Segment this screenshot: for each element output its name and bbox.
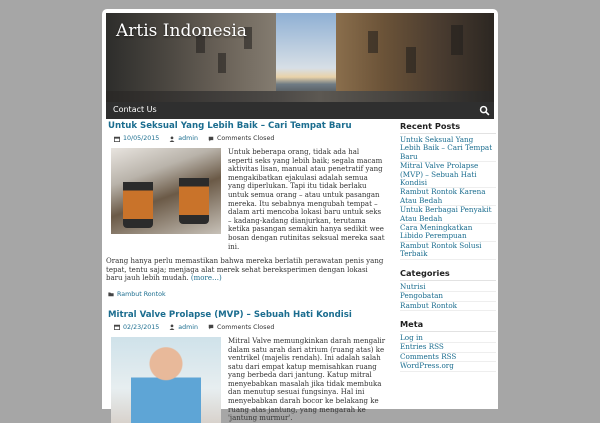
banner-sky <box>276 13 336 102</box>
post-thumbnail-woman[interactable] <box>111 337 221 423</box>
post-excerpt: Untuk beberapa orang, tidak ada hal seperti seks yang lebih baik; segala macam aktivitas lisan, manual atau penetratif yang mengakibatkan ejakulasi adalah semua yang diperlukan. Tapi itu tidak berlaku untuk semua orang – atau untuk pasangan mereka. Itu sebabnya mengubah tempat – dalam arti mencoba lokasi baru untuk seks – kadang-kadang dianjurkan, terutama ketika pasangan semakin hanya sedikit wee bosan dengan rutinitas seksual mereka saat ini. <box>228 148 385 251</box>
post-author[interactable]: admin <box>178 323 199 331</box>
category-link[interactable]: Rambut Rontok <box>117 290 166 298</box>
post-title[interactable]: Mitral Valve Prolapse (MVP) – Sebuah Hati Kondisi <box>108 309 352 320</box>
post-body <box>106 148 386 283</box>
user-icon <box>169 136 175 142</box>
widget-title: Meta <box>400 319 496 332</box>
read-more-link[interactable]: (more…) <box>190 274 222 283</box>
recent-post-link[interactable]: Rambut Rontok Solusi Terbaik <box>400 242 496 260</box>
post-body <box>106 337 386 423</box>
meta-link-login[interactable]: Log in <box>400 334 496 343</box>
widget-title: Categories <box>400 268 496 281</box>
recent-post-link[interactable]: Untuk Berbagai Penyakit Atau Bedah <box>400 206 496 224</box>
nav-contact-us[interactable]: Contact Us <box>113 105 157 114</box>
post-excerpt-text: Orang hanya perlu memastikan bahwa mereka berlatih perawatan penis yang tepat, tentu saja; menjaga alat merek sehat bereksperimen dengan lokasi baru jauh lebih mudah. <box>106 257 384 283</box>
recent-post-link[interactable]: Mitral Valve Prolapse (MVP) – Sebuah Hati Kondisi <box>400 162 496 188</box>
meta-link-comments-rss[interactable]: Comments RSS <box>400 353 496 362</box>
post-date[interactable]: 10/05/2015 <box>123 135 160 142</box>
recent-post-link[interactable]: Rambut Rontok Karena Atau Bedah <box>400 188 496 206</box>
post-comments: Comments Closed <box>217 135 275 142</box>
site-title[interactable]: Artis Indonesia <box>116 21 247 41</box>
post-date[interactable]: 02/23/2015 <box>123 323 160 331</box>
banner-street <box>106 91 494 102</box>
sidebar <box>400 121 496 380</box>
categories-widget <box>400 268 496 311</box>
post-meta <box>114 324 386 331</box>
banner-window <box>218 53 226 73</box>
meta-widget <box>400 319 496 372</box>
post-category <box>108 291 386 298</box>
calendar-icon <box>114 136 120 142</box>
post-meta <box>114 135 386 142</box>
comment-icon <box>208 324 214 330</box>
recent-post-link[interactable]: Cara Meningkatkan Libido Perempuan <box>400 224 496 242</box>
recent-posts-widget <box>400 121 496 260</box>
coffee-cup-image <box>123 182 153 228</box>
folder-icon <box>108 291 114 297</box>
category-link[interactable]: Nutrisi <box>400 283 496 292</box>
post-thumbnail-coffee[interactable] <box>111 148 221 234</box>
widget-title: Recent Posts <box>400 121 496 134</box>
meta-link-entries-rss[interactable]: Entries RSS <box>400 343 496 352</box>
page-container <box>102 9 498 423</box>
post-2 <box>106 310 386 423</box>
meta-link-wordpress[interactable]: WordPress.org <box>400 362 496 371</box>
post-excerpt-full <box>106 257 386 283</box>
post-excerpt: Mitral Valve memungkinkan darah mengalir dalam satu arah dari atrium (ruang atas) ke ventrikel (majelis rendah). Ini adalah salah satu dari empat katup memisahkan ruang yang berbeda dari jantung. Katup mitral menyebabkan masalah jika tidak membuka dan menutup sesuai fungsinya. Hal ini menyebabkan darah bocor ke belakang ke ruang atas jantung, yang mengarah ke 'jantung murmur'. <box>228 336 386 423</box>
banner-window <box>368 31 378 53</box>
person-image <box>131 347 201 423</box>
search-icon[interactable] <box>479 105 490 116</box>
coffee-cup-image <box>179 178 209 224</box>
banner-window <box>451 25 463 55</box>
main-content <box>106 121 386 423</box>
calendar-icon <box>114 324 120 330</box>
post-1 <box>106 121 386 298</box>
post-author[interactable]: admin <box>178 135 199 142</box>
header-banner <box>106 13 494 102</box>
user-icon <box>169 324 175 330</box>
post-comments: Comments Closed <box>217 323 275 331</box>
category-link[interactable]: Pengobatan <box>400 292 496 301</box>
recent-post-link[interactable]: Untuk Seksual Yang Lebih Baik – Cari Tempat Baru <box>400 136 496 162</box>
banner-window <box>406 47 416 73</box>
comment-icon <box>208 136 214 142</box>
post-title[interactable]: Untuk Seksual Yang Lebih Baik – Cari Tempat Baru <box>108 121 352 131</box>
category-link[interactable]: Rambut Rontok <box>400 302 496 311</box>
navbar <box>106 102 494 119</box>
